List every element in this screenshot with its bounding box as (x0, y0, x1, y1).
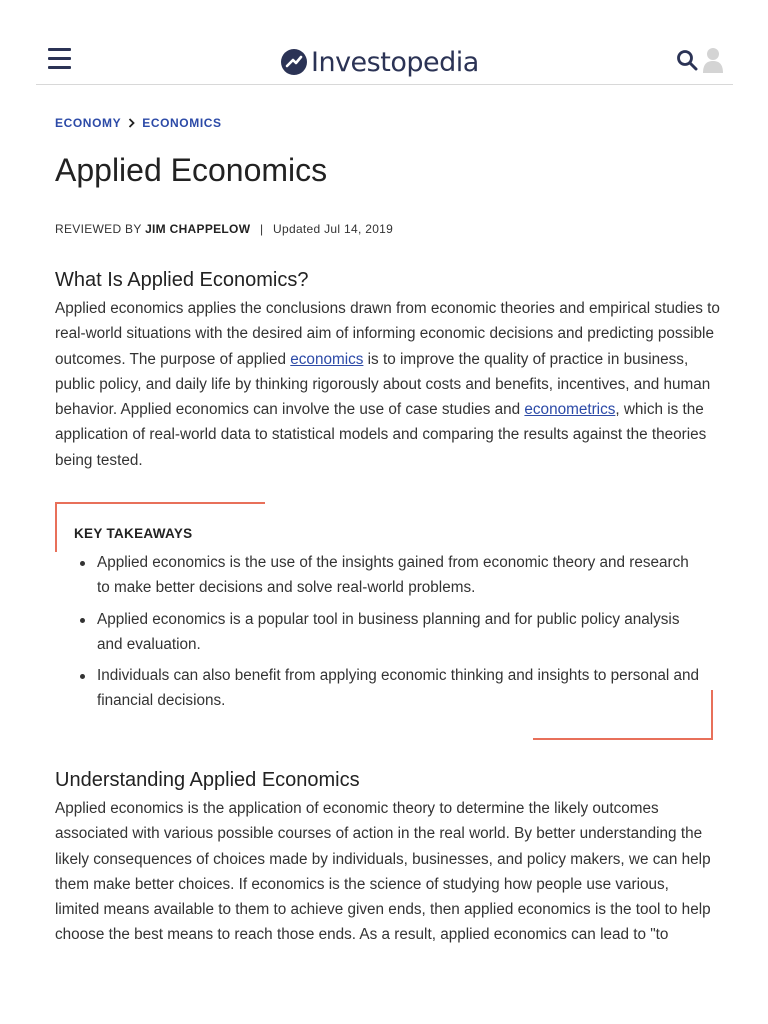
logo-mark-icon (281, 49, 307, 75)
accent-line (711, 690, 713, 740)
list-item: Applied economics is the use of the insights gained from economic theory and research to make better decisions and solve real-world problems. (75, 550, 700, 601)
intro-text-1: Applied economics applies the conclusions drawn from economic theories and empirical studies to real-world situations with the desired aim of informing economic decisions and predicting possible outcomes. The purpose of applied (55, 300, 720, 368)
econometrics-link[interactable]: econometrics (524, 401, 616, 419)
byline (55, 222, 393, 236)
section-heading-what-is: What Is Applied Economics? (55, 269, 309, 291)
search-icon[interactable] (676, 49, 698, 71)
reviewer-link[interactable]: JIM CHAPPELOW (145, 222, 251, 236)
reviewed-by-label: REVIEWED BY (55, 222, 142, 236)
economics-link[interactable]: economics (290, 350, 364, 368)
site-header (36, 36, 733, 85)
updated-date: Updated Jul 14, 2019 (273, 222, 394, 236)
user-icon[interactable] (703, 47, 723, 73)
site-logo[interactable] (281, 46, 479, 78)
byline-separator: | (259, 222, 264, 236)
logo-text: Investopedia (311, 46, 479, 78)
list-item: Applied economics is a popular tool in business planning and for public policy analysis and evaluation. (75, 607, 700, 658)
chevron-right-icon (128, 118, 135, 128)
section-heading-understanding: Understanding Applied Economics (55, 769, 360, 791)
breadcrumb (55, 116, 222, 130)
accent-line (55, 502, 265, 504)
key-takeaways-heading: KEY TAKEAWAYS (74, 526, 193, 541)
intro-text-2: is to improve the quality of practice in business, public policy, and daily life by thinking rigorously about costs and benefits, incentives, and human behavior. Applied economics can involve the use of case studies and (55, 350, 711, 419)
accent-line (55, 502, 57, 552)
accent-line (533, 738, 713, 740)
intro-paragraph (55, 296, 720, 473)
intro-text-3: , which is the application of real-world data to statistical models and comparing the results against the theories being tested. (55, 401, 707, 469)
list-item: Individuals can also benefit from applying economic thinking and insights to personal and financial decisions. (75, 663, 700, 714)
page-title: Applied Economics (55, 152, 328, 188)
hamburger-menu-icon[interactable] (48, 48, 71, 70)
key-takeaways-box (55, 502, 713, 740)
key-takeaways-list (75, 550, 700, 720)
understanding-paragraph: Applied economics is the application of economic theory to determine the likely outcomes associated with various possible courses of action in the real world. By better understanding the likely consequences of choices made by individuals, businesses, and policy makers, we can help them make better choices. If economics is the science of studying how people use various, limited means available to them to achieve given ends, then applied economics is the tool to help choose the best means to reach those ends. As a result, applied economics can lead to "to (55, 800, 711, 944)
breadcrumb-item-economy[interactable]: ECONOMY (55, 116, 122, 130)
breadcrumb-item-economics[interactable]: ECONOMICS (142, 116, 222, 130)
